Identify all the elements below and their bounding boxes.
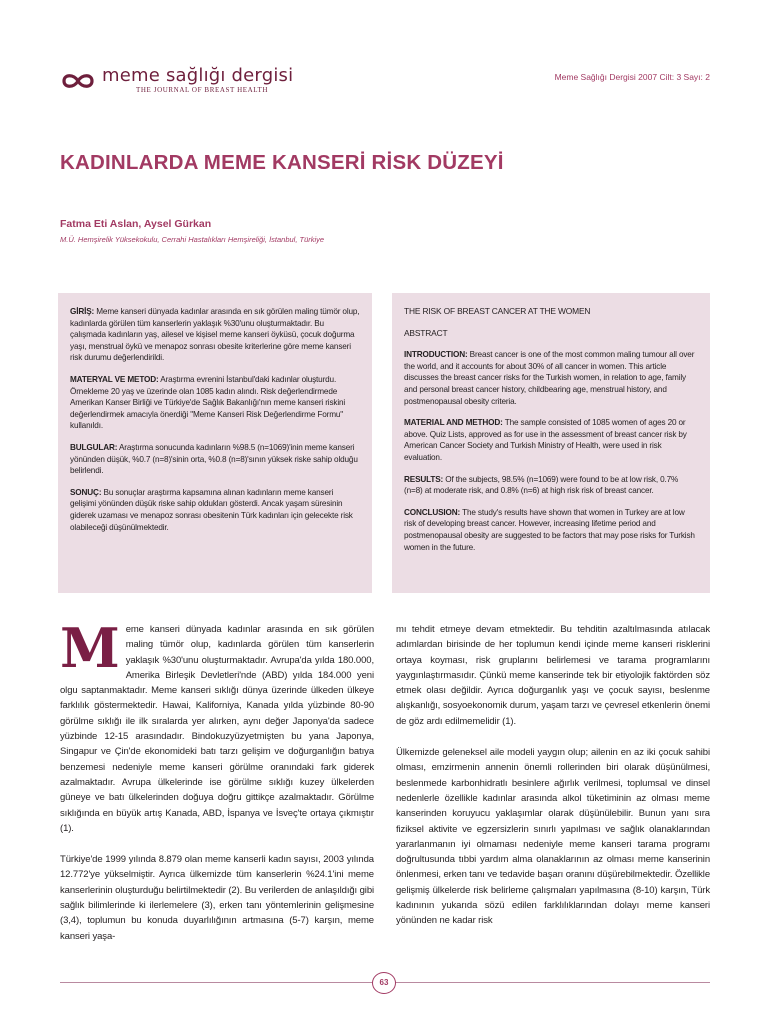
body-paragraph: mı tehdit etmeye devam etmektedir. Bu tehditin azaltılmasında atılacak adımlardan birisinde de her toplumun kendi içinde meme kanseri risklerini ortaya koyması, risk gruplarını belirlemesi ve tarama programlarını yaygınlaştırmasıdır. Çünkü meme kanserinde tek bir etiyolojik faktörden söz etmek olası değildir. Ayrıca doğurganlık yaşı ve çocuk sayısı, beslenme alışkanlığı, sosyoekonomik durum, yaşam tarzı ve çevresel etkenlerin önemi de göz ardı edilmemelidir (1).: [396, 624, 710, 727]
infinity-ribbon-icon: [60, 70, 96, 92]
author-affiliation: M.Ü. Hemşirelik Yüksekokulu, Cerrahi Hastalıkları Hemşireliği, İstanbul, Türkiye: [60, 235, 325, 244]
abstract-label: ABSTRACT: [404, 327, 448, 338]
abstract-intro: GİRİŞ: Meme kanseri dünyada kadınlar arasında en sık görülen maling tümör olup, kadınlarda görülen tüm kanserlerin yaklaşık %30'unu oluşturmaktadır. Bu çalışmada kadınların yaş, ailesel ve kişisel meme kanseri öyküsü, çocuk doğurma yaşı, menstrual öykü ve menapoz sonrası obesite kriterlerine göre meme kanseri risk durumu değerlendirildi.: [70, 307, 360, 363]
body-paragraph: Meme kanseri dünyada kadınlar arasında en sık görülen maling tümör olup, kadınlarda görülen tüm kanserlerin yaklaşık %30'unu oluşturmaktadır. Avrupa'da yılda 180.000, Amerika Birleşik Devletleri'nde (ABD) yılda 184.000 yeni olgu saptanmaktadır. Meme kanseri sıklığı dünya üzerinde ülkeden ülkeye farklılık göstermektedir. Hawai, Kaliforniya, Kanada yılda yüzbinde 80-90 görülme sıklığı ile ilk sıralarda yer alırken, aynı değer Japonya'da sadece yüzbinde 12-15 arasındadır. Bindokuzyüzyetmişten bu yana Japonya, Singapur ve Çin'de ekonomideki batı tarzı gelişim ve doğurganlığın batıya benzemesi nedeniyle meme kanseri görülme oranındaki fark giderek azalmaktadır. Avrupa ülkelerinde ise görülme sıklığı kuzey ülkelerden güneye ve batı ülkelerinden doğuya doğru gittikçe azalmaktadır. Görülme sıklığında en büyük artış Kanada, ABD, İspanya ve İsveç'te ortaya çıkmıştır (1).: [60, 616, 374, 834]
journal-issue-info: Meme Sağlığı Dergisi 2007 Cilt: 3 Sayı: 2: [554, 72, 710, 82]
body-paragraph: Türkiye'de 1999 yılında 8.879 olan meme kanserli kadın sayısı, 2003 yılında 12.772'ye yükselmiştir. Ayrıca ülkemizde tüm kanserlerin %24.1'ini meme kanserlerinin oluşturduğu belirtilmektedir (2). Bu verilerden de anlaşıldığı gibi sağlık bilimlerinde ki ilerlemelere (3), erken tanı yöntemlerinin gelişmesine (3,4), toplumun bu konuda duyarlılığının artmasına (5-7) karşın, meme kanseri yaşa-: [60, 854, 375, 942]
abstract-turkish: [58, 293, 372, 593]
abstract-conclusion: SONUÇ: Bu sonuçlar araştırma kapsamına alınan kadınların meme kanseri gelişimi yönünden düşük riske sahip oldukları gösterdi. Ancak yaşam süresinin giderek uzaması ve menapoz sonrası obesitenin Türk kadınları için gelecekte risk olabileceği düşünülmektedir.: [70, 487, 353, 532]
abstract-introduction: INTRODUCTION: Breast cancer is one of the most common maling tumour all over the world, and it accounts for about 30% of all cancer in women. This article discusses the breast cancer risks for the Turkish women, in relation to age, family and personal breast cancer history, childbearing age, menstrual history, and postmenopausal obesity criteria.: [404, 350, 695, 406]
body-column-right: [396, 622, 710, 945]
logo-subtitle: THE JOURNAL OF BREAST HEALTH: [136, 86, 269, 94]
abstract-results-en: RESULTS: Of the subjects, 98.5% (n=1069) were found to be at low risk, 0.7% (n=8) at moderate risk, and 0.8% (n=6) at high risk risk of breast cancer.: [404, 474, 679, 496]
logo-title: meme sağlığı dergisi: [102, 65, 294, 86]
abstract-material-method: MATERIAL AND METHOD: The sample consisted of 1085 women of ages 20 or above. Quiz Lists, approved as for use in the assessment of breast cancer risk by American Cancer Society and Turkish Ministry of Health, were used in risk evaluation.: [404, 418, 687, 462]
body-paragraph: Ülkemizde geleneksel aile modeli yaygın olup; ailenin en az iki çocuk sahibi olması, emzirmenin annenin önemli rollerinden biri olarak düşünülmesi, beslenmede karbonhidratlı besinlere ağırlık verilmesi, toplumsal ve dinsel nedenlerle özellikle kadınlar arasında alkol tüketiminin az olması meme kanserinden koruyucu yaklaşımlar olarak düşünülebilir. Bunun yanı sıra fiziksel aktivite ve egzersizlerin sınırlı yapılması ve sağlık olanaklarından yararlanmanın iyi olmaması nedeniyle meme kanseri tarama programı doğrultusunda tıbbi yardım alma olanaklarının az olması meme kanserinin önlenmesi, erken tanı ve tedavide başarı oranını düşürebilmektedir. Özellikle gelişmiş ülkelerde risk belirleme çalışmaları yapılmasına (8-10) karşın, Türk kadınının yukarıda sözü edilen farklılıklarından dolayı meme kanseri yönünden ne kadar risk: [396, 747, 710, 927]
page-number: 63: [372, 972, 396, 994]
body-column-left: [60, 616, 375, 960]
abstract-english: [392, 293, 710, 593]
english-title: THE RISK OF BREAST CANCER AT THE WOMEN: [404, 306, 591, 316]
abstract-conclusion-en: CONCLUSION: The study's results have shown that women in Turkey are at low risk of developing breast cancer. However, increasing lifetime period and postmenopausal obesity are suggested to be factors that may pose risks for Turkish women in the future.: [404, 507, 695, 552]
article-title: KADINLARDA MEME KANSERİ RİSK DÜZEYİ: [60, 151, 504, 174]
abstract-method: MATERYAL VE METOD: Araştırma evrenini İstanbul'daki kadınlar oluşturdu. Örnekleme 20 yaş ve üzerinde olan 1085 kadın alındı. Risk değerlendirmede Amerikan Kanser Birliği ve Türkiye'de Sağlık Bakanlığı'nın meme kanseri riskini değerlendirmek amacıyla önerdiği "Meme Kanseri Risk Değerlendirme Formu" kullanıldı.: [70, 374, 346, 431]
drop-cap: M: [60, 616, 120, 680]
article-authors: Fatma Eti Aslan, Aysel Gürkan: [60, 218, 212, 230]
abstract-results: BULGULAR: Araştırma sonucunda kadınların %98.5 (n=1069)'inin meme kanseri yönünden düşük, %0.7 (n=8)'sinin orta, %0.8 (n=8)'sının yüksek riske sahip olduğu belirlendi.: [70, 442, 358, 476]
journal-logo: [60, 66, 293, 95]
